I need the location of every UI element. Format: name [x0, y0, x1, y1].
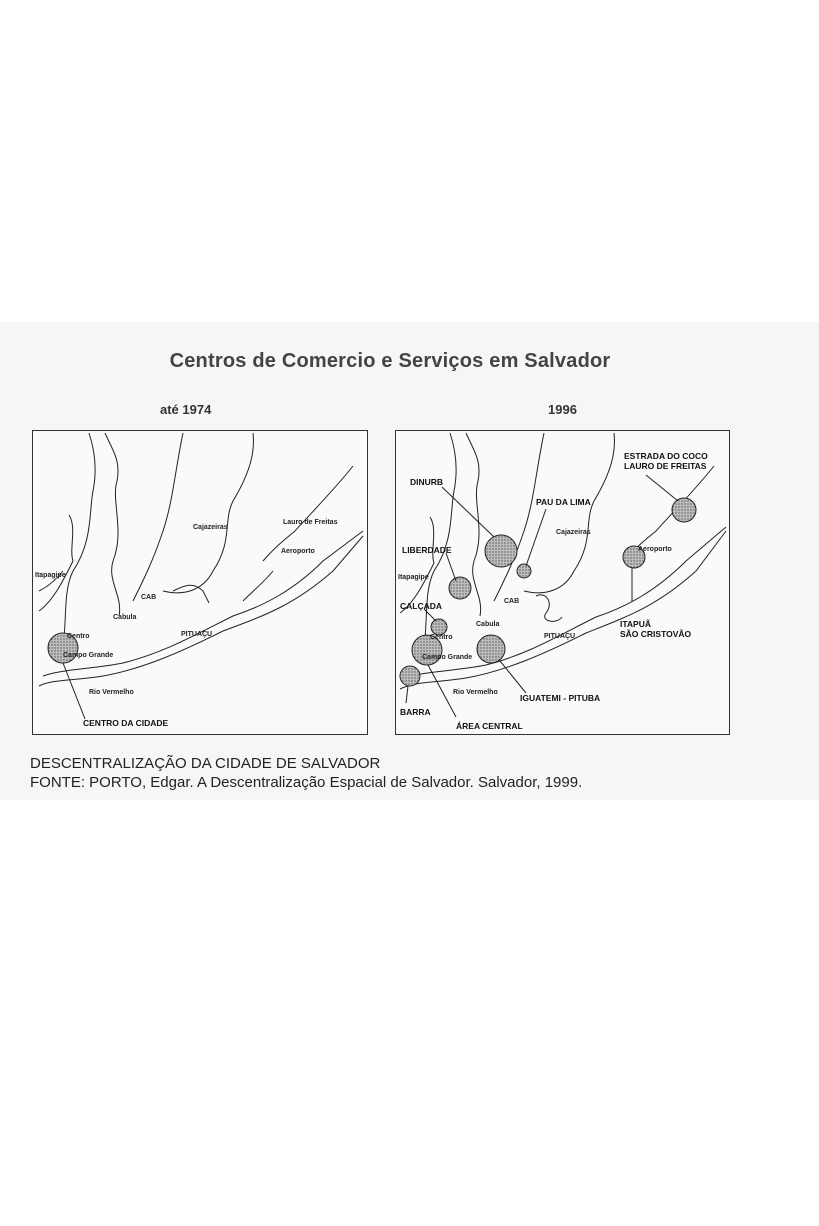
label-lauro-de-freitas: LAURO DE FREITAS — [624, 461, 707, 471]
leader-centro-da-cidade — [63, 663, 85, 719]
calcada-circle — [431, 619, 447, 635]
label-cab: CAB — [504, 598, 520, 605]
map-1974-title: até 1974 — [160, 402, 212, 417]
lauro-de-freitas-circle — [672, 498, 696, 522]
label-area-central: ÁREA CENTRAL — [456, 721, 523, 731]
label-cabula: Cabula — [113, 614, 137, 621]
map-1996-title: 1996 — [548, 402, 577, 417]
west-shore-1974 — [39, 515, 73, 611]
road-4 — [163, 433, 253, 593]
label-cajazeiras: Cajazeiras — [193, 524, 228, 531]
label-centro-da-cidade: CENTRO DA CIDADE — [83, 718, 169, 728]
label-barra: BARRA — [400, 707, 431, 717]
label-rio-vermelho: Rio Vermelho — [453, 689, 498, 696]
label-aeroporto: Aeroporto — [638, 546, 672, 553]
label-pau-da-lima: PAU DA LIMA — [536, 497, 591, 507]
pau-da-lima-circle — [517, 564, 531, 578]
label-sao-cristovao: SÃO CRISTOVÃO — [620, 629, 692, 639]
label-centro: Centro — [67, 633, 90, 640]
label-liberdade: LIBERDADE — [402, 545, 452, 555]
label-campo-grande: Campo Grande — [63, 652, 114, 659]
label-iguatemi-pituba: IGUATEMI - PITUBA — [520, 693, 601, 703]
label-dinurb: DINURB — [410, 477, 444, 487]
iguatemi-circle — [477, 635, 505, 663]
coastline-1974 — [39, 536, 363, 686]
label-cajazeiras: Cajazeiras — [556, 529, 591, 536]
label-itapua: ITAPUÃ — [620, 619, 652, 629]
label-cab: CAB — [141, 594, 157, 601]
road-5 — [263, 466, 353, 561]
label-calcada: CALÇADA — [400, 601, 443, 611]
road-1 — [63, 433, 95, 646]
map-1974 — [32, 430, 368, 735]
label-campo-grande: Campo Grande — [422, 654, 473, 661]
label-centro: Centro — [430, 634, 453, 641]
road-2 — [105, 433, 120, 616]
caption-line-1: DESCENTRALIZAÇÃO DA CIDADE DE SALVADOR — [30, 755, 381, 772]
west-shore-1996 — [400, 517, 434, 613]
map-1974-drawing — [33, 431, 369, 736]
label-itapagipe: Itapagipe — [398, 574, 429, 581]
label-cabula: Cabula — [476, 621, 500, 628]
road-3 — [133, 433, 183, 601]
map-1996-drawing — [396, 431, 731, 736]
map-1996 — [395, 430, 730, 735]
label-estrada-do-coco: ESTRADA DO COCO — [624, 451, 708, 461]
liberdade-circle — [449, 577, 471, 599]
label-pituacu: PITUAÇU — [181, 631, 213, 638]
caption-line-2: FONTE: PORTO, Edgar. A Descentralização Espacial de Salvador. Salvador, 1999. — [30, 774, 583, 791]
barra-circle — [400, 666, 420, 686]
dinurb-liberdade-circle — [485, 535, 517, 567]
label-pituacu: PITUAÇU — [544, 633, 576, 640]
label-rio-vermelho: Rio Vermelho — [89, 689, 134, 696]
label-itapagipe: Itapagipe — [35, 572, 66, 579]
figure-title: Centros de Comercio e Serviços em Salvador — [169, 350, 611, 372]
label-lauro-de-freitas: Lauro de Freitas — [283, 519, 338, 526]
label-aeroporto: Aeroporto — [281, 548, 315, 555]
